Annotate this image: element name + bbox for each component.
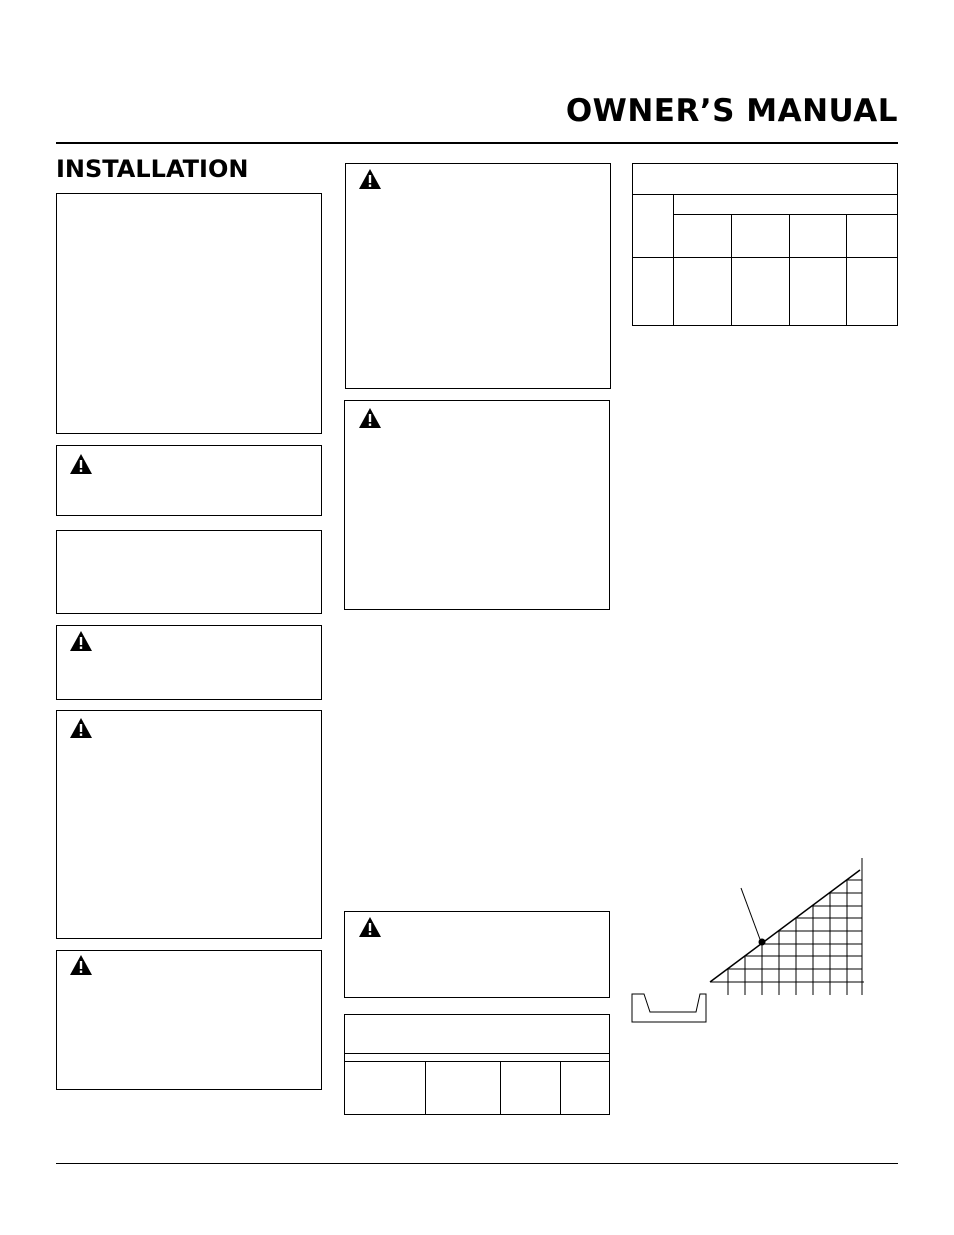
- warning-box-5: [345, 163, 611, 389]
- warning-box-1: [56, 445, 322, 516]
- middle-table-col-divider: [425, 1062, 426, 1114]
- right-table-subheader-rule: [673, 214, 897, 215]
- warning-box-4: [56, 950, 322, 1090]
- warning-triangle-icon: [69, 954, 93, 976]
- right-table: [632, 163, 898, 326]
- middle-table-col-divider: [500, 1062, 501, 1114]
- warning-box-2: [56, 625, 322, 700]
- notice-box-1: [56, 193, 322, 434]
- middle-table-header-rule-2: [345, 1061, 609, 1062]
- warning-box-7: [344, 911, 610, 998]
- middle-table: [344, 1014, 610, 1115]
- middle-table-header-rule: [345, 1053, 609, 1054]
- warning-triangle-icon: [358, 168, 382, 190]
- diagram-grid: [710, 858, 864, 995]
- right-table-col-divider: [846, 215, 847, 325]
- warning-box-3: [56, 710, 322, 939]
- diagram-point: [759, 939, 766, 946]
- middle-table-col-divider: [560, 1062, 561, 1114]
- warning-triangle-icon: [358, 407, 382, 429]
- right-table-col-divider: [789, 215, 790, 325]
- warning-triangle-icon: [69, 717, 93, 739]
- slope-diagram: [628, 850, 868, 1025]
- page-title: OWNER’S MANUAL: [565, 93, 898, 129]
- warning-triangle-icon: [69, 453, 93, 475]
- header-rule: [56, 142, 898, 144]
- right-table-col-divider: [673, 195, 674, 325]
- section-title: INSTALLATION: [56, 155, 249, 183]
- warning-triangle-icon: [358, 916, 382, 938]
- footer-rule: [56, 1163, 898, 1164]
- notice-box-2: [56, 530, 322, 614]
- warning-box-6: [344, 400, 610, 610]
- warning-triangle-icon: [69, 630, 93, 652]
- diagram-trough: [632, 994, 706, 1022]
- right-table-col-divider: [731, 215, 732, 325]
